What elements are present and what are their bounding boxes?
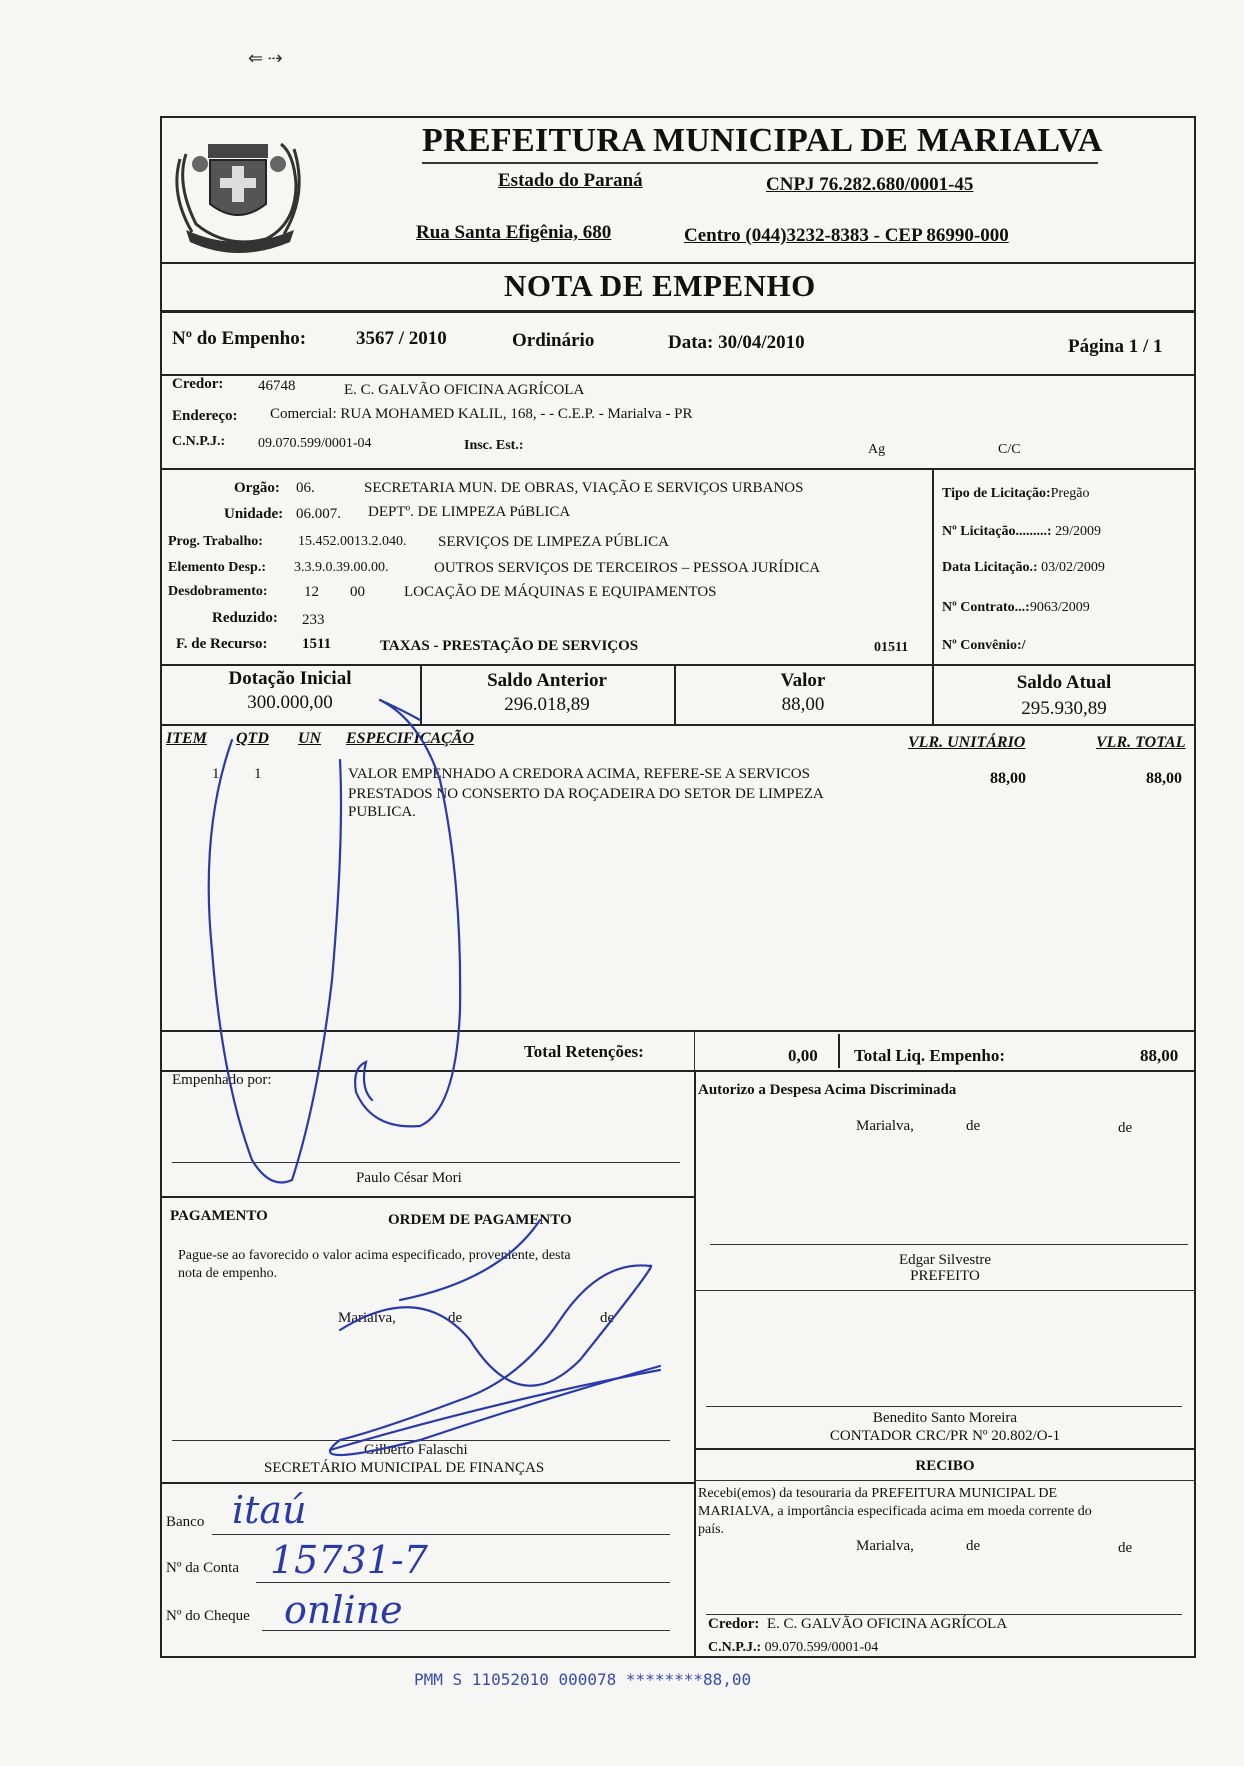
prog-code: 15.452.0013.2.040. [298,534,407,549]
saldo-anterior-value: 296.018,89 [504,694,590,715]
retencoes-value: 0,00 [788,1046,818,1065]
desdobramento-code1: 12 [304,584,319,600]
payment-stamp: PMM S 11052010 000078 ********88,00 [414,1670,752,1689]
autorizo-city: Marialva, [856,1118,914,1134]
recibo-cnpj-label: C.N.P.J.: [708,1640,762,1655]
valor-label: Valor [780,670,826,691]
col-qtd: QTD [236,730,269,747]
autorizo-de1: de [966,1118,981,1134]
recibo-city: Marialva, [856,1538,914,1554]
licitacao-date: 03/02/2009 [1041,560,1105,575]
item-qty: 1 [254,766,262,782]
municipality-contact: Centro (044)3232-8383 - CEP 86990-000 [684,225,1009,246]
desdobramento-code2: 00 [350,584,365,600]
prog-label: Prog. Trabalho: [168,534,263,549]
unidade-code: 06.007. [296,506,341,522]
recibo-cnpj: 09.070.599/0001-04 [764,1640,879,1655]
prog-name: SERVIÇOS DE LIMPEZA PÚBLICA [438,534,669,550]
elemento-label: Elemento Desp.: [168,560,266,575]
insc-est-label: Insc. Est.: [464,438,524,453]
licitacao-number: 29/2009 [1055,524,1101,539]
municipality-name: PREFEITURA MUNICIPAL DE MARIALVA [422,122,1103,159]
creditor-address-label: Endereço: [172,408,238,424]
pagamento-text-1: Pague-se ao favorecido o valor acima especificado, proveniente, desta [178,1248,571,1263]
creditor-cnpj: 09.070.599/0001-04 [258,436,372,451]
item-desc-line2: PRESTADOS NO CONSERTO DA ROÇADEIRA DO SETOR DE LIMPEZA [348,786,824,802]
empenhado-name: Paulo César Mori [356,1170,462,1186]
contador-role: CONTADOR CRC/PR Nº 20.802/O-1 [829,1428,1061,1444]
saldo-anterior-label: Saldo Anterior [487,670,607,691]
prefeito-role: PREFEITO [910,1268,980,1284]
desdobramento-name: LOCAÇÃO DE MÁQUINAS E EQUIPAMENTOS [404,584,717,600]
recibo-credor-label: Credor: [708,1616,760,1632]
empenho-number-label: Nº do Empenho: [172,328,307,349]
banco-handwritten: itaú [232,1488,307,1532]
empenho-number: 3567 / 2010 [356,328,447,349]
elemento-name: OUTROS SERVIÇOS DE TERCEIROS – PESSOA JURÍDICA [434,560,821,576]
col-item: ITEM [166,730,207,747]
recibo-credor: E. C. GALVÃO OFICINA AGRÍCOLA [766,1616,1008,1632]
conta-label: Nº da Conta [166,1560,239,1576]
agency-label: Ag [868,442,886,457]
recibo-text-2: MARIALVA, a importância especificada acima em moeda corrente do [698,1504,1092,1519]
contador-name: Benedito Santo Moreira [872,1410,1018,1426]
orgao-name: SECRETARIA MUN. DE OBRAS, VIAÇÃO E SERVIÇOS URBANOS [364,480,804,496]
pagamento-label: PAGAMENTO [170,1208,268,1224]
creditor-code: 46748 [258,378,296,394]
secretary-role: SECRETÁRIO MUNICIPAL DE FINANÇAS [264,1460,545,1476]
orgao-code: 06. [296,480,315,496]
licitacao-type: Pregão [1050,486,1090,501]
creditor-cnpj-label: C.N.P.J.: [172,434,226,449]
pagamento-de1: de [448,1310,463,1326]
contract-number: 9063/2009 [1029,600,1090,615]
municipality-cnpj: CNPJ 76.282.680/0001-45 [766,174,974,195]
contract-label: Nº Contrato...: [942,600,1030,615]
document-title: NOTA DE EMPENHO [504,268,816,303]
col-un: UN [298,730,322,747]
item-unit-value: 88,00 [990,770,1026,787]
recurso-code2: 01511 [874,640,909,655]
banco-label: Banco [166,1514,205,1530]
pagamento-text-2: nota de empenho. [178,1266,278,1281]
pagamento-de2: de [600,1310,615,1326]
elemento-code: 3.3.9.0.39.00.00. [294,560,389,575]
total-liquido-label: Total Liq. Empenho: [854,1046,1005,1065]
item-desc-line3: PUBLICA. [348,804,416,820]
recurso-label: F. de Recurso: [176,636,268,652]
dotacao-label: Dotação Inicial [228,668,352,689]
empenhado-label: Empenhado por: [172,1072,272,1088]
item-total-value: 88,00 [1146,770,1182,787]
conta-handwritten: 15731-7 [270,1538,428,1582]
total-liquido-value: 88,00 [1140,1046,1179,1065]
recibo-de2: de [1118,1540,1133,1556]
top-scan-mark: ⇐ ⇢ [248,48,283,68]
unidade-name: DEPTº. DE LIMPEZA PúBLICA [368,504,571,520]
coat-of-arms-seal [166,104,314,264]
creditor-label: Credor: [172,376,224,392]
col-unit-value: VLR. UNITÁRIO [908,734,1026,751]
licitacao-number-label: Nº Licitação.........: [942,524,1052,539]
recibo-title: RECIBO [915,1458,975,1474]
autorizo-de2: de [1118,1120,1133,1136]
recibo-text-3: país. [698,1522,725,1537]
valor-value: 88,00 [781,694,825,715]
empenho-date: Data: 30/04/2010 [668,332,805,353]
licitacao-type-label: Tipo de Licitação: [942,486,1051,501]
item-number: 1 [212,766,220,782]
prefeito-name: Edgar Silvestre [898,1252,992,1268]
orgao-label: Orgão: [234,480,280,496]
recurso-name: TAXAS - PRESTAÇÃO DE SERVIÇOS [380,638,639,654]
cheque-label: Nº do Cheque [166,1608,250,1624]
saldo-atual-label: Saldo Atual [1016,672,1112,693]
convenio-label: Nº Convênio:/ [942,638,1026,653]
retencoes-label: Total Retenções: [524,1042,644,1061]
reduzido-label: Reduzido: [212,610,278,626]
empenho-type: Ordinário [512,330,595,351]
dotacao-value: 300.000,00 [247,692,333,713]
ordem-pagamento-label: ORDEM DE PAGAMENTO [388,1212,572,1228]
licitacao-date-label: Data Licitação.: [942,560,1038,575]
autorizo-text: Autorizo a Despesa Acima Discriminada [698,1082,957,1098]
unidade-label: Unidade: [224,506,284,522]
col-total-value: VLR. TOTAL [1096,734,1186,751]
creditor-name: E. C. GALVÃO OFICINA AGRÍCOLA [344,382,585,398]
desdobramento-label: Desdobramento: [168,584,268,599]
recibo-de1: de [966,1538,981,1554]
recibo-text-1: Recebi(emos) da tesouraria da PREFEITURA MUNICIPAL DE [698,1486,1058,1501]
recurso-code: 1511 [302,636,332,652]
page-indicator: Página 1 / 1 [1068,336,1163,357]
municipality-address: Rua Santa Efigênia, 680 [416,222,612,243]
state-name: Estado do Paraná [498,170,643,191]
secretary-name: Gilberto Falaschi [364,1442,468,1458]
cheque-handwritten: online [284,1588,403,1632]
reduzido-value: 233 [302,612,325,628]
col-especificacao: ESPECIFICAÇÃO [346,730,475,747]
saldo-atual-value: 295.930,89 [1021,698,1107,719]
account-label: C/C [998,442,1021,457]
pagamento-city: Marialva, [338,1310,396,1326]
creditor-address: Comercial: RUA MOHAMED KALIL, 168, - - C.E.P. - Marialva - PR [270,406,693,422]
item-desc-line1: VALOR EMPENHADO A CREDORA ACIMA, REFERE-SE A SERVICOS [348,766,810,782]
